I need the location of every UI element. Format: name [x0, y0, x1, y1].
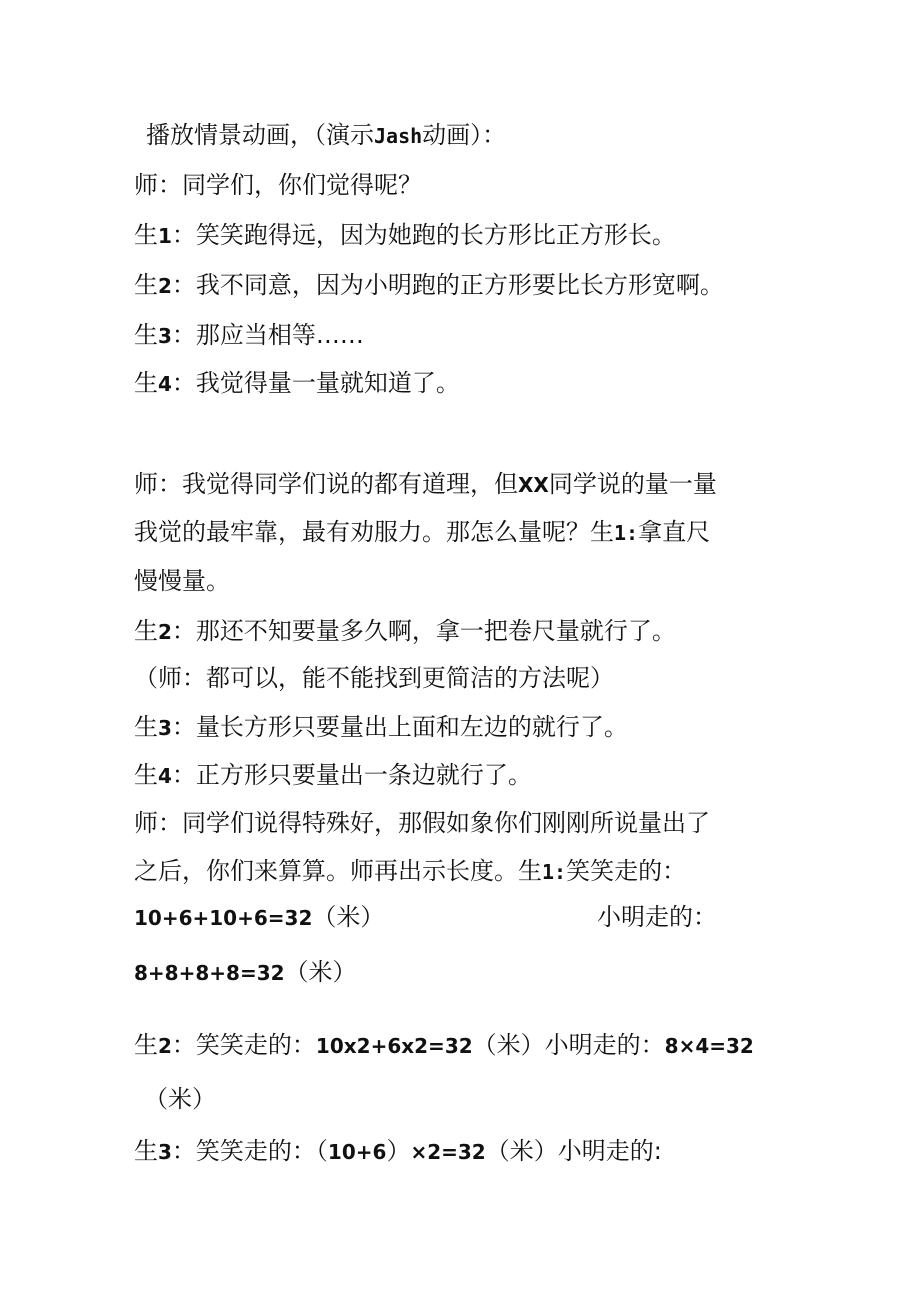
text-line [134, 856, 686, 886]
text-line [134, 1136, 662, 1166]
text-run: ：那还不知要量多久啊，拿一把卷尺量就行了。 [171, 617, 676, 645]
text-run: ：量长方形只要量出上面和左边的就行了。 [171, 713, 628, 741]
text-run-bold: 8×4=32 [664, 1034, 754, 1058]
text-run-bold: 10x2+6x2=32 [315, 1034, 473, 1058]
text-run-bold: 3 [158, 716, 172, 740]
text-run: ：我不同意，因为小明跑的正方形要比长方形宽啊。 [171, 271, 724, 299]
text-run: 生 [134, 271, 158, 299]
text-run-bold: 2 [158, 1034, 172, 1058]
text-run-bold: 2 [158, 620, 172, 644]
text-line [134, 616, 676, 646]
text-line [134, 469, 717, 499]
text-line [134, 320, 364, 350]
text-line [134, 760, 532, 790]
text-run: 生 [134, 221, 158, 249]
text-run-bold: 10+6 [327, 1140, 387, 1164]
text-line [134, 517, 710, 547]
text-run: 小明走的： [597, 903, 717, 931]
text-run-bold: 4 [158, 764, 172, 788]
text-run: 之后，你们来算算。师再出示长度。生 [134, 857, 542, 885]
text-run: 笑笑走的： [566, 857, 687, 885]
text-line [144, 1084, 216, 1114]
text-run-bold: 1: [614, 521, 639, 545]
text-run: 生 [134, 1137, 158, 1165]
text-run-bold: Jash [374, 124, 423, 148]
text-run: 生 [134, 713, 158, 741]
text-line [146, 120, 506, 150]
text-run: 我觉的最牢靠，最有劝服力。那怎么量呢？生 [134, 518, 614, 546]
text-line [134, 170, 422, 200]
text-run-bold: 8+8+8+8=32 [134, 961, 285, 985]
text-line [134, 808, 710, 838]
text-run: 同学说的量一量 [548, 470, 717, 498]
text-line [597, 902, 717, 932]
text-run: ：笑笑跑得远，因为她跑的长方形比正方形长。 [171, 221, 676, 249]
text-run: 生 [134, 321, 158, 349]
text-run: 慢慢量。 [134, 567, 230, 595]
text-line [134, 712, 628, 742]
text-run: 拿直尺 [638, 518, 711, 546]
text-run: （米） [144, 1085, 216, 1113]
text-run-bold: 1 [158, 224, 172, 248]
text-run: （米） [312, 903, 385, 931]
text-run: 动画）： [422, 121, 507, 149]
text-line [134, 270, 724, 300]
text-run-bold: 4 [158, 372, 172, 396]
text-line [134, 220, 676, 250]
text-run-bold: XX [518, 473, 549, 497]
text-run-bold: 10+6+10+6=32 [134, 906, 313, 930]
text-run: 生 [134, 617, 158, 645]
text-run: （米）小明走的： [472, 1031, 665, 1059]
text-line [134, 957, 357, 987]
text-run: ：正方形只要量出一条边就行了。 [171, 761, 532, 789]
text-run: 师：我觉得同学们说的都有道理，但 [134, 470, 518, 498]
text-run: ：笑笑走的： [171, 1031, 316, 1059]
text-line [134, 1030, 754, 1060]
text-run: 师：同学们说得特殊好，那假如象你们刚刚所说量出了 [134, 809, 710, 837]
text-run: （米）小明走的: [485, 1137, 662, 1165]
text-line [134, 368, 460, 398]
text-run: 生 [134, 761, 158, 789]
text-run: （师：都可以，能不能找到更简洁的方法呢） [134, 664, 614, 692]
text-run-bold: 3 [158, 1140, 172, 1164]
text-run-bold: 3 [158, 324, 172, 348]
text-run: ：我觉得量一量就知道了。 [171, 369, 460, 397]
text-run-bold: 1: [542, 860, 567, 884]
text-line [134, 902, 384, 932]
text-line [134, 566, 230, 596]
text-run: 生 [134, 369, 158, 397]
text-run: 生 [134, 1031, 158, 1059]
text-line [134, 663, 614, 693]
text-run-bold: ×2=32 [410, 1140, 486, 1164]
text-run: 播放情景动画，（演示 [146, 121, 374, 149]
text-run: ：那应当相等…… [171, 321, 364, 349]
text-run: ：笑笑走的：（ [171, 1137, 328, 1165]
text-run-bold: 2 [158, 274, 172, 298]
text-run: 师：同学们，你们觉得呢？ [134, 171, 422, 199]
text-run: ） [386, 1137, 411, 1165]
text-run: （米） [284, 958, 357, 986]
